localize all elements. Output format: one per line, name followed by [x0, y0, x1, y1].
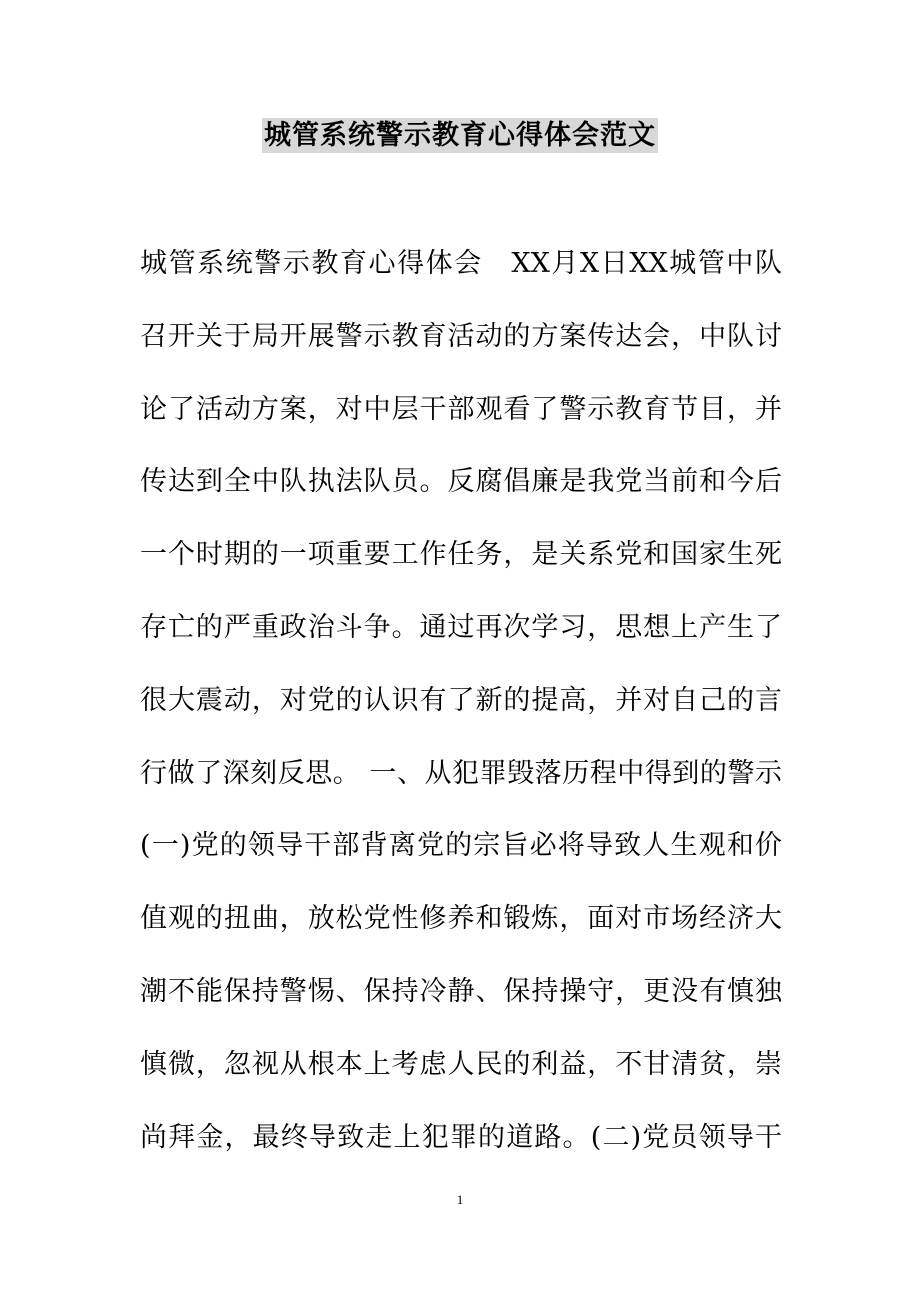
body-line: 值观的扭曲，放松党性修养和锻炼，面对市场经济大: [140, 903, 782, 935]
document-title-text: 城管系统警示教育心得体会范文: [264, 120, 656, 151]
document-body: [140, 244, 782, 1190]
body-line: 尚拜金，最终导致走上犯罪的道路。(二)党员领导干: [140, 1121, 782, 1153]
page-number: 1: [456, 1192, 464, 1207]
body-line: 行做了深刻反思。 一、从犯罪毁落历程中得到的警示: [140, 757, 782, 789]
body-line: 很大震动，对党的认识有了新的提高，并对自己的言: [140, 684, 782, 716]
body-line: 传达到全中队执法队员。反腐倡廉是我党当前和今后: [140, 466, 782, 498]
body-line: 存亡的严重政治斗争。通过再次学习，思想上产生了: [140, 611, 782, 643]
body-line: 城管系统警示教育心得体会 XX月X日XX城管中队: [140, 248, 782, 279]
body-line: 一个时期的一项重要工作任务，是关系党和国家生死: [140, 539, 782, 571]
body-line: 慎微，忽视从根本上考虑人民的利益，不甘清贫，崇: [140, 1048, 782, 1080]
body-line: 潮不能保持警惕、保持冷静、保持操守，更没有慎独: [140, 975, 782, 1007]
body-line: 召开关于局开展警示教育活动的方案传达会，中队讨: [140, 320, 782, 352]
document-title: [0, 112, 920, 160]
body-line: (一)党的领导干部背离党的宗旨必将导致人生观和价: [140, 830, 782, 862]
body-line: 论了活动方案，对中层干部观看了警示教育节目，并: [140, 393, 782, 425]
